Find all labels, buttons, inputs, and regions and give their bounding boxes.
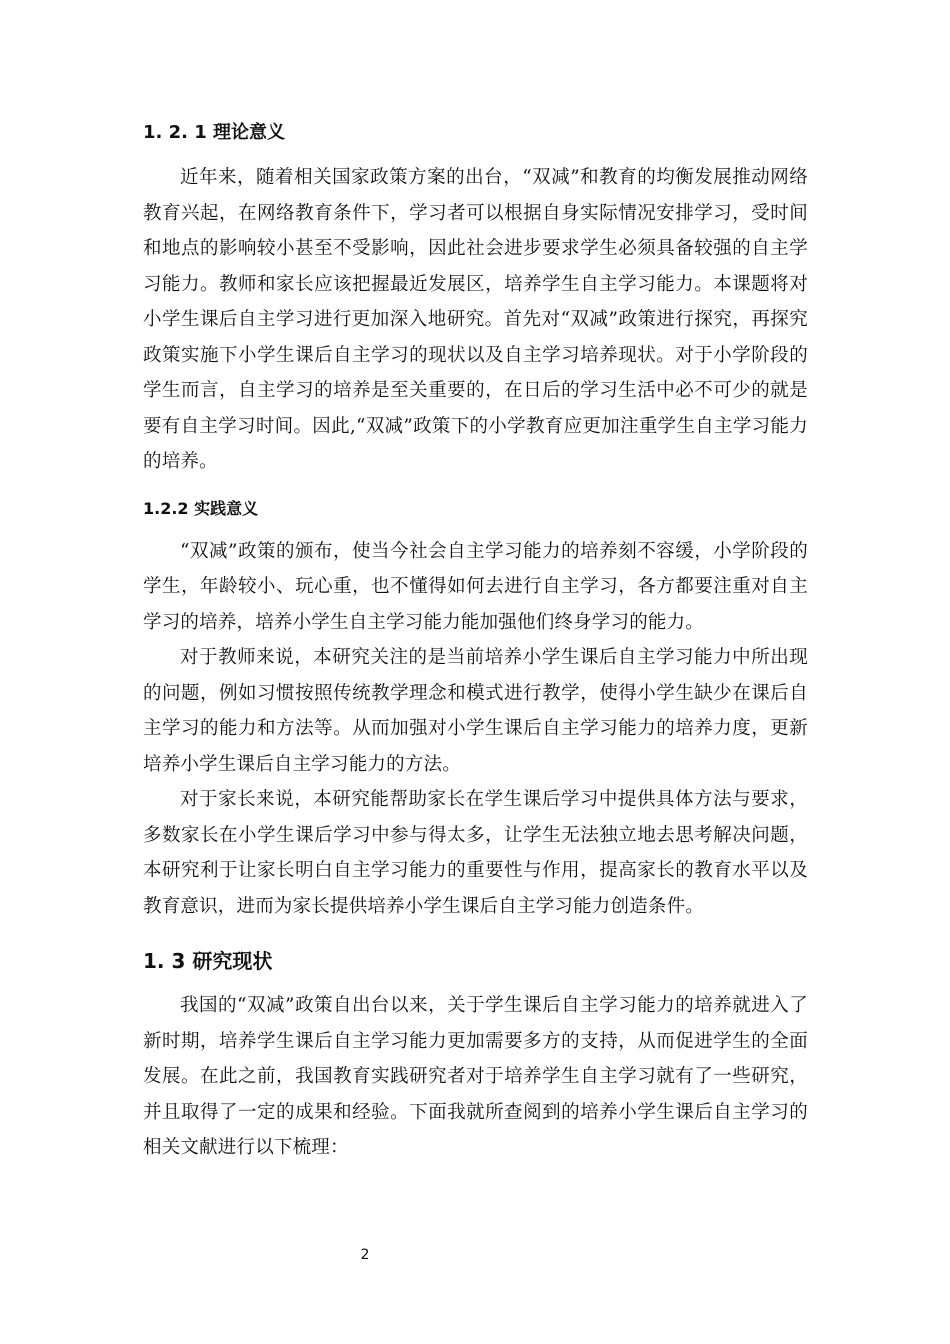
heading-1-2-1: 1. 2. 1 理论意义	[143, 122, 286, 143]
paragraph-research-status: 我国的“双减”政策自出台以来，关于学生课后自主学习能力的培养就进入了新时期，培养学生课后自主学习能力更加需要多方的支持，从而促进学生的全面发展。在此之前，我国教育实践研究者对于培养学生自主学习就有了一些研究，并且取得了一定的成果和经验。下面我就所查阅到的培养小学生课后自主学习的相关文献进行以下梳理：	[143, 995, 808, 1158]
heading-1-2-2: 1.2.2 实践意义	[143, 498, 259, 518]
paragraph-practice-intro: “双减”政策的颁布，使当今社会自主学习能力的培养刻不容缓，小学阶段的学生，年龄较小、玩心重，也不懂得如何去进行自主学习，各方都要注重对自主学习的培养，培养小学生自主学习能力能加强他们终身学习的能力。	[143, 540, 808, 633]
page-number: 2	[360, 1247, 370, 1263]
paragraph-theory-significance: 近年来，随着相关国家政策方案的出台，“双减”和教育的均衡发展推动网络教育兴起，在网络教育条件下，学习者可以根据自身实际情况安排学习，受时间和地点的影响较小甚至不受影响，因此社会进步要求学生必须具备较强的自主学习能力。教师和家长应该把握最近发展区，培养学生自主学习能力。本课题将对小学生课后自主学习进行更加深入地研究。首先对“双减”政策进行探究，再探究政策实施下小学生课后自主学习的现状以及自主学习培养现状。对于小学阶段的学生而言，自主学习的培养是至关重要的，在日后的学习生活中必不可少的就是要有自主学习时间。因此,“双减”政策下的小学教育应更加注重学生自主学习能力的培养。	[143, 167, 808, 472]
paragraph-for-teachers: 对于教师来说，本研究关注的是当前培养小学生课后自主学习能力中所出现的问题，例如习惯按照传统教学理念和模式进行教学，使得小学生缺少在课后自主学习的能力和方法等。从而加强对小学生课后自主学习能力的培养力度，更新培养小学生课后自主学习能力的方法。	[143, 647, 808, 775]
paragraph-for-parents: 对于家长来说，本研究能帮助家长在学生课后学习中提供具体方法与要求，多数家长在小学生课后学习中参与得太多，让学生无法独立地去思考解决问题，本研究利于让家长明白自主学习能力的重要性与作用，提高家长的教育水平以及教育意识，进而为家长提供培养小学生课后自主学习能力创造条件。	[143, 789, 808, 917]
page-body	[143, 118, 808, 1166]
heading-1-3: 1. 3 研究现状	[143, 949, 273, 973]
